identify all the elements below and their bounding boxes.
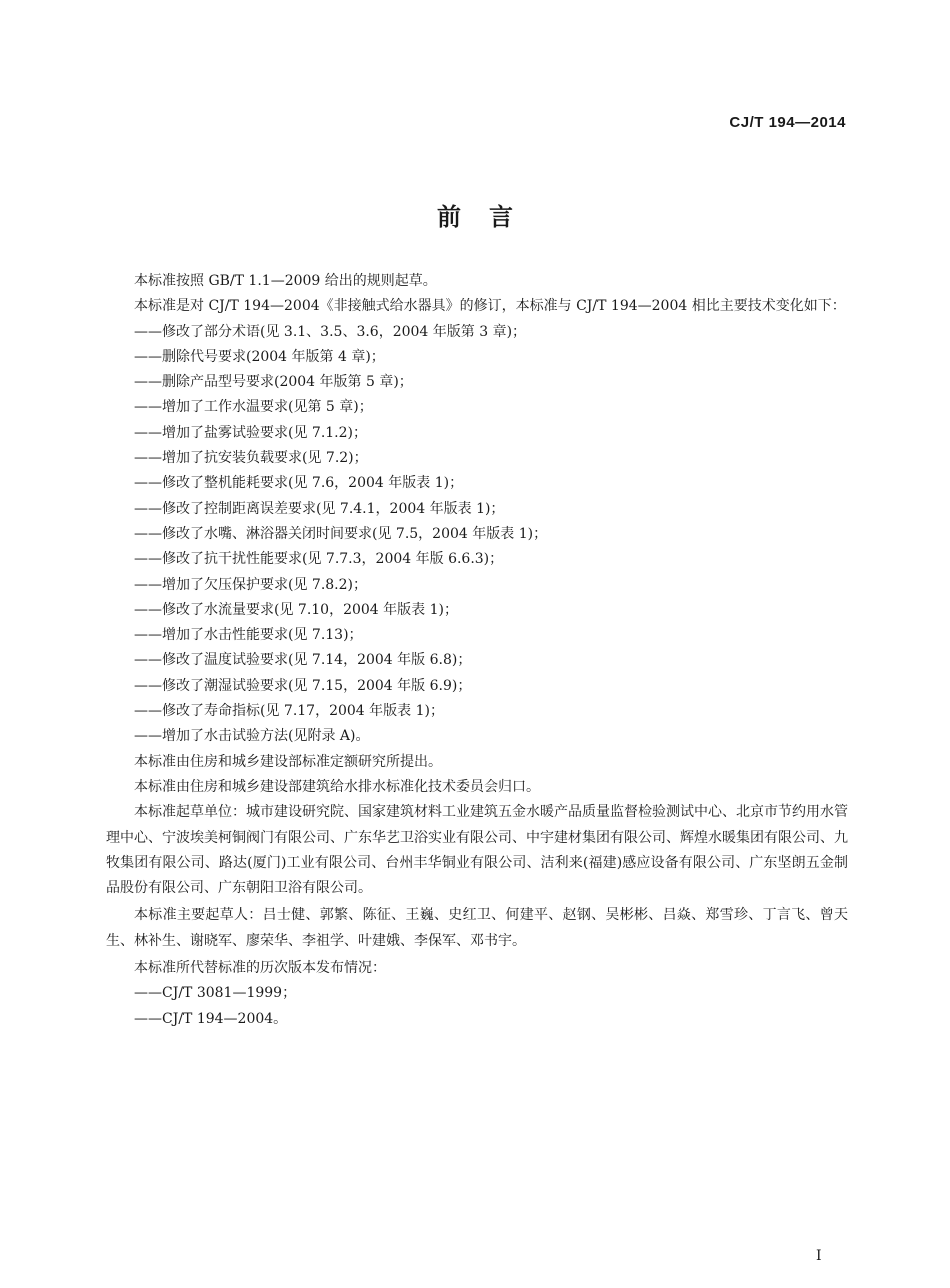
history-item: ——CJ/T 194—2004。 (134, 1010, 288, 1027)
change-item: ——增加了盐雾试验要求(见 7.1.2)； (134, 424, 367, 441)
change-item: ——修改了寿命指标(见 7.17，2004 年版表 1)； (134, 703, 444, 720)
change-item: ——修改了温度试验要求(见 7.14，2004 年版 6.8)； (134, 652, 472, 669)
drafters: 本标准主要起草人：吕士健、郭繁、陈征、王巍、史红卫、何建平、赵钢、吴彬彬、吕焱、郑雪珍、丁言飞、曾天生、林补生、谢晓军、廖荣华、李祖学、叶建娥、李保军、邓书宇。 (106, 907, 848, 949)
history-intro: 本标准所代替标准的历次版本发布情况： (134, 960, 386, 977)
change-item: ——修改了控制距离误差要求(见 7.4.1，2004 年版表 1)； (134, 500, 505, 517)
change-item: ——修改了整机能耗要求(见 7.6，2004 年版表 1)； (134, 475, 464, 492)
change-item: ——增加了水击性能要求(见 7.13)； (134, 627, 363, 644)
change-item: ——修改了部分术语(见 3.1、3.5、3.6，2004 年版第 3 章)； (134, 323, 527, 340)
page-title: 前言 (437, 203, 541, 231)
standard-code: CJ/T 194—2014 (729, 114, 846, 131)
change-item: ——增加了欠压保护要求(见 7.8.2)； (134, 576, 367, 593)
foreword-body (106, 269, 848, 1032)
managed-by: 本标准由住房和城乡建设部建筑给水排水标准化技术委员会归口。 (134, 778, 540, 795)
change-item: ——删除产品型号要求(2004 年版第 5 章)； (134, 374, 413, 391)
intro-paragraph: 本标准是对 CJ/T 194—2004《非接触式给水器具》的修订，本标准与 CJ/T 194—2004 相比主要技术变化如下： (134, 298, 846, 315)
change-item: ——增加了抗安装负载要求(见 7.2)； (134, 450, 368, 467)
history-item: ——CJ/T 3081—1999； (134, 985, 297, 1002)
change-item: ——修改了抗干扰性能要求(见 7.7.3，2004 年版 6.6.3)； (134, 551, 504, 568)
change-item: ——修改了水流量要求(见 7.10，2004 年版表 1)； (134, 601, 458, 618)
change-item: ——修改了潮湿试验要求(见 7.15，2004 年版 6.9)； (134, 677, 472, 694)
proposed-by: 本标准由住房和城乡建设部标准定额研究所提出。 (134, 753, 442, 770)
change-item: ——修改了水嘴、淋浴器关闭时间要求(见 7.5，2004 年版表 1)； (134, 525, 548, 542)
change-item: ——删除代号要求(2004 年版第 4 章)； (134, 348, 385, 365)
change-item: ——增加了工作水温要求(见第 5 章)； (134, 399, 373, 416)
drafting-units: 本标准起草单位：城市建设研究院、国家建筑材料工业建筑五金水暖产品质量监督检验测试中心、北京市节约用水管理中心、宁波埃美柯铜阀门有限公司、广东华艺卫浴实业有限公司、中宇建材集团有限公司、辉煌水暖集团有限公司、九牧集团有限公司、路达(厦门)工业有限公司、台州丰华铜业有限公司、洁利来(福建)感应设备有限公司、广东坚朗五金制品股份有限公司、广东朝阳卫浴有限公司。 (106, 804, 848, 897)
intro-paragraph: 本标准按照 GB/T 1.1—2009 给出的规则起草。 (134, 273, 437, 289)
change-item: ——增加了水击试验方法(见附录 A)。 (134, 728, 370, 745)
page-number: I (816, 1248, 822, 1264)
